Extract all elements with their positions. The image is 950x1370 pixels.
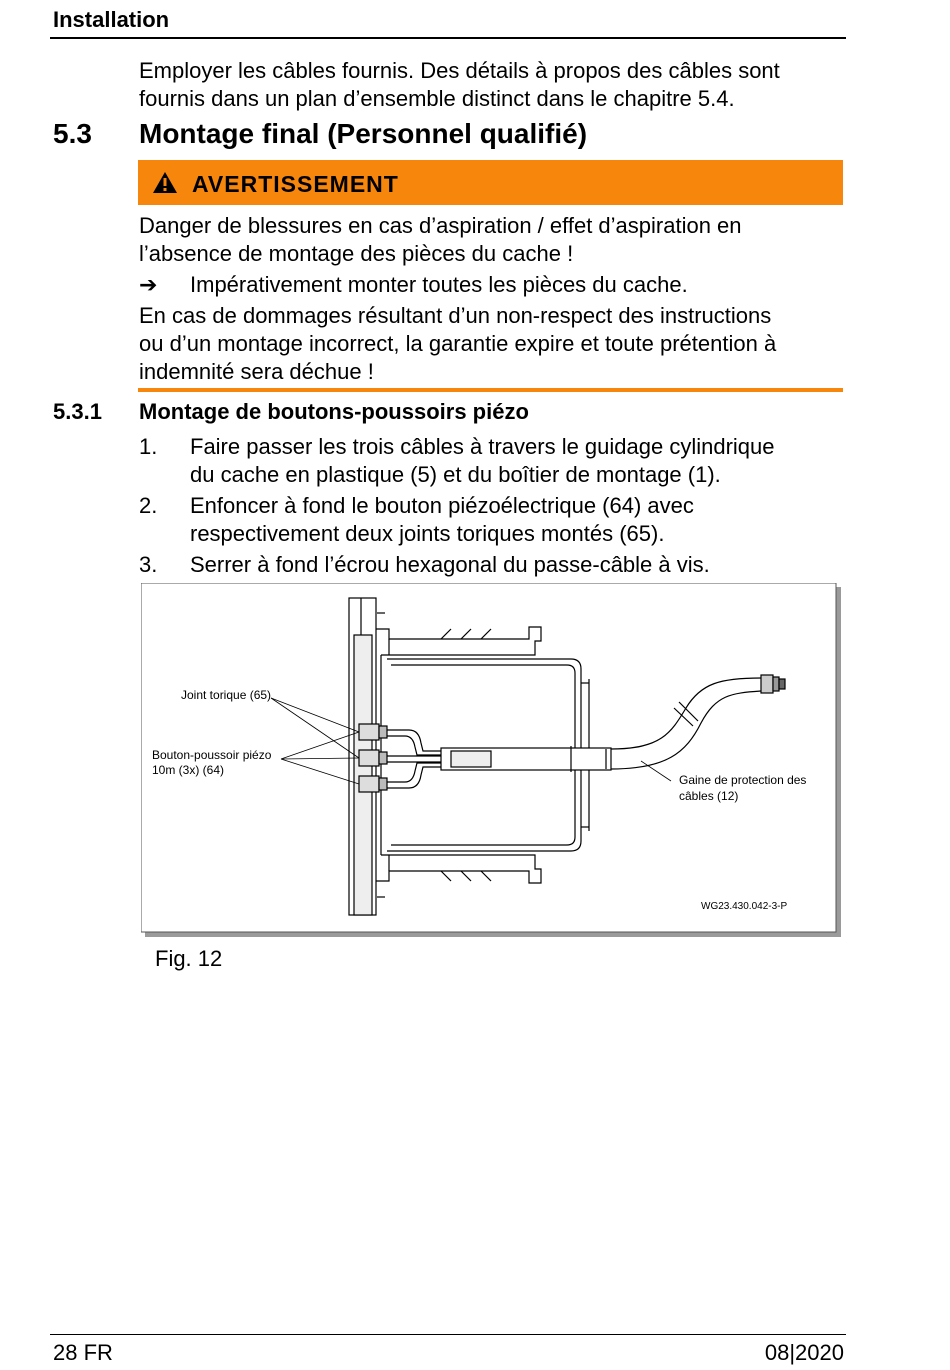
piezo-mounting-diagram (141, 583, 841, 937)
step-line: Faire passer les trois câbles à travers le guidage cylindrique (190, 434, 775, 459)
warning-label: AVERTISSEMENT (192, 171, 399, 197)
step-text (190, 492, 850, 548)
page-number: 28 FR (53, 1340, 113, 1365)
figure-reference-code: WG23.430.042-3-P (701, 901, 788, 912)
action-arrow-icon: ➔ (139, 272, 158, 297)
label-sleeve-line2: câbles (12) (679, 789, 739, 803)
label-piezo-line1: Bouton-poussoir piézo (152, 748, 272, 762)
step-number: 2. (139, 493, 158, 518)
intro-line: Employer les câbles fournis. Des détails à propos des câbles sont (139, 58, 780, 83)
header-divider (50, 37, 846, 39)
intro-paragraph (139, 57, 844, 113)
intro-line: fournis dans un plan d’ensemble distinct dans le chapitre 5.4. (139, 86, 735, 111)
figure-caption: Fig. 12 (155, 946, 223, 971)
subsection-number: 5.3.1 (53, 399, 102, 424)
warning-banner (138, 160, 843, 205)
step-line: Enfoncer à fond le bouton piézoélectrique (64) avec (190, 493, 694, 518)
step-line: respectivement deux joints toriques montés (65). (190, 521, 665, 546)
step-number: 1. (139, 434, 158, 459)
step-line: Serrer à fond l’écrou hexagonal du passe-câble à vis. (190, 552, 710, 577)
step-line: du cache en plastique (5) et du boîtier de montage (1). (190, 462, 721, 487)
technical-drawing (141, 583, 841, 937)
warranty-line: En cas de dommages résultant d’un non-respect des instructions (139, 303, 772, 328)
subsection-title: Montage de boutons-poussoirs piézo (139, 399, 529, 424)
step-text (190, 551, 850, 579)
piezo-buttons (359, 724, 387, 792)
warning-danger-text (139, 212, 844, 268)
label-piezo-line2: 10m (3x) (64) (152, 763, 225, 777)
label-sleeve-line1: Gaine de protection des (679, 773, 807, 787)
label-oring: Joint torique (65) (181, 688, 272, 702)
warning-line: Danger de blessures en cas d’aspiration / effet d’aspiration en (139, 213, 742, 238)
warning-end-rule (138, 388, 843, 392)
warning-triangle-icon (152, 171, 178, 194)
warning-line: l’absence de montage des pièces du cache ! (139, 241, 574, 266)
section-title: Montage final (Personnel qualifié) (139, 118, 588, 149)
step-number: 3. (139, 552, 158, 577)
warranty-line: indemnité sera déchue ! (139, 359, 374, 384)
section-number: 5.3 (53, 118, 92, 149)
warning-warranty-text (139, 302, 844, 386)
footer-divider (50, 1334, 846, 1335)
warranty-line: ou d’un montage incorrect, la garantie expire et toute prétention à (139, 331, 777, 356)
document-date: 08|2020 (764, 1340, 844, 1365)
step-text (190, 433, 850, 489)
warning-action: Impérativement monter toutes les pièces du cache. (190, 272, 688, 297)
page-header-title: Installation (53, 7, 170, 32)
